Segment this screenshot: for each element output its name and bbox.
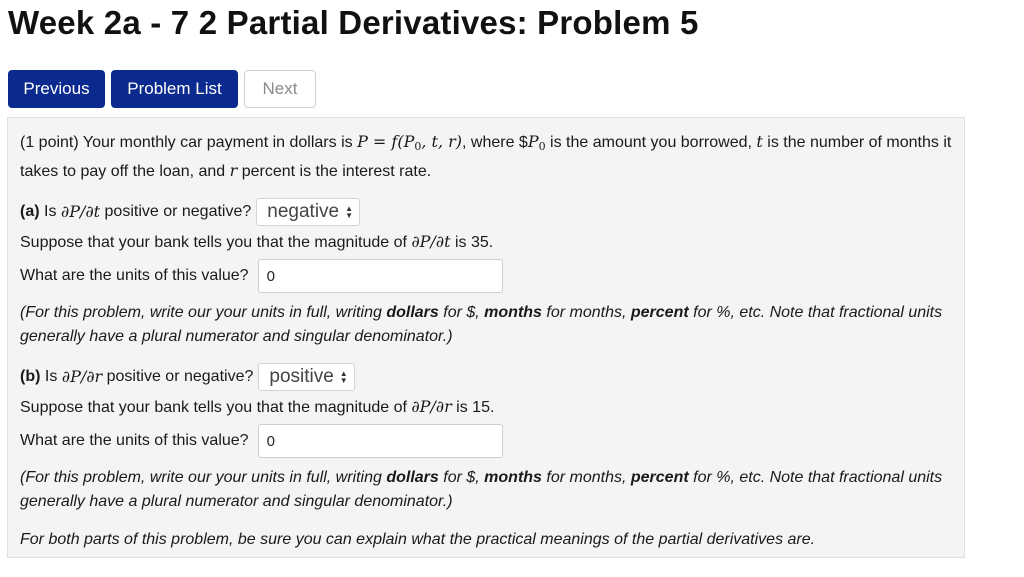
select-arrows-icon: ▲ ▼ (345, 204, 354, 220)
part-b-units-input[interactable] (258, 424, 503, 458)
intro-text-3: is the amount you borrowed, (545, 134, 757, 151)
points-label: (1 point) (20, 134, 79, 151)
problem-navigation (8, 70, 316, 108)
final-note: For both parts of this problem, be sure you can explain what the practical meanings of the partial derivatives are. (20, 531, 816, 548)
part-a-magnitude: Suppose that your bank tells you that the magnitude of ∂P/∂t is 35. (20, 232, 494, 251)
part-b-magnitude: Suppose that your bank tells you that the magnitude of ∂P/∂r is 15. (20, 397, 495, 416)
part-b-derivative: ∂P/∂r (61, 367, 103, 386)
intro-text-1: Your monthly car payment in dollars is (78, 134, 358, 151)
part-a-derivative: ∂P/∂t (60, 202, 101, 221)
part-a-units-input[interactable] (258, 259, 503, 293)
intro-t: t (756, 132, 763, 151)
part-a-label: (a) (20, 203, 40, 220)
part-a-question: (a) Is ∂P/∂t positive or negative? negative ▲ ▼ (20, 198, 952, 226)
problem-list-button[interactable]: Problem List (111, 70, 238, 108)
intro-text-2: , where $ (462, 134, 528, 151)
part-a-selected-value: negative (267, 201, 340, 222)
part-b-note: (For this problem, write our your units in full, writing dollars for $, months for months, percent for %, etc. Note that fractional units generally have a plural numerator and singular denominator.) (20, 469, 943, 510)
page-title: Week 2a - 7 2 Partial Derivatives: Problem 5 (8, 4, 699, 41)
part-b-label: (b) (20, 368, 41, 385)
part-a-sign-select[interactable] (256, 198, 360, 226)
intro-r: r (229, 161, 238, 180)
part-a-note: (For this problem, write our your units in full, writing dollars for $, months for months, percent for %, etc. Note that fractional units generally have a plural numerator and singular denominator.) (20, 304, 943, 345)
intro-formula: $P = f(P_0$, t, r) (357, 132, 463, 153)
part-b-sign-select[interactable] (258, 363, 354, 391)
select-arrows-icon: ▲ ▼ (339, 369, 348, 385)
problem-intro (20, 130, 952, 184)
next-button[interactable]: Next (244, 70, 316, 108)
intro-p0: $P_0$ (527, 132, 546, 153)
part-b-units-question: What are the units of this value? (20, 432, 249, 449)
part-b-question: (b) Is ∂P/∂r positive or negative? positive ▲ ▼ (20, 363, 952, 391)
part-b-units-row (20, 424, 952, 458)
part-a-units-row (20, 259, 952, 293)
part-b-selected-value: positive (269, 366, 334, 387)
intro-text-4: is the number of months it takes to pay off the loan, and (20, 134, 952, 180)
intro-text-5: percent is the interest rate. (237, 163, 432, 180)
problem-body (7, 117, 965, 558)
part-a-units-question: What are the units of this value? (20, 267, 249, 284)
previous-button[interactable]: Previous (8, 70, 105, 108)
